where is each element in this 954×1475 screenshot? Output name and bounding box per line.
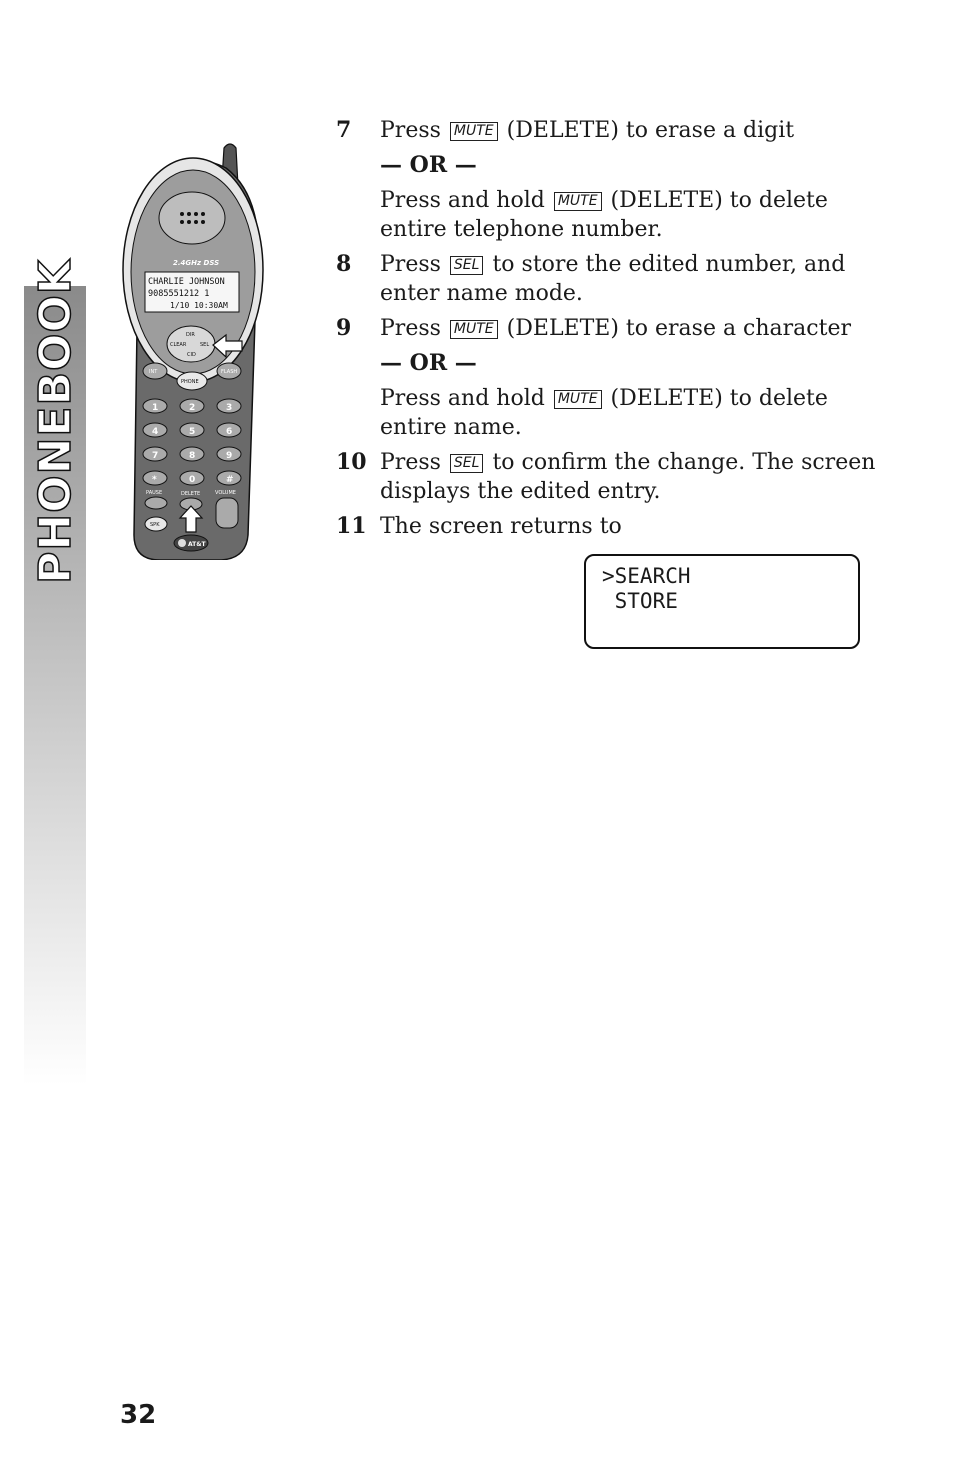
step-number: 10	[336, 449, 367, 475]
step-text: to store the edited number, and enter name mode.	[380, 252, 846, 306]
display-line-2: 9085551212 1	[148, 289, 210, 299]
display-line-3: 1/10 10:30AM	[170, 301, 228, 310]
instruction-steps	[336, 116, 876, 541]
key-flash: FLASH	[221, 369, 238, 375]
section-title: PHONEBOOK	[29, 258, 81, 584]
digit-key-label: 2	[189, 403, 196, 413]
label-delete: DELETE	[181, 491, 201, 497]
digit-key-label: 8	[189, 451, 196, 461]
step-text: (DELETE) to delete entire name.	[380, 386, 828, 440]
step-number: 7	[336, 117, 352, 143]
digit-key-label: 1	[152, 403, 159, 413]
page-number: 32	[120, 1400, 157, 1430]
screen-line-1: >SEARCH	[602, 564, 691, 588]
step-text: Press	[380, 118, 441, 143]
logo: AT&T	[188, 541, 206, 548]
key-phone: PHONE	[181, 379, 199, 385]
att-logo-icon	[178, 539, 186, 547]
step-number: 9	[336, 315, 352, 341]
step-text: Press	[380, 252, 441, 277]
step-7	[336, 116, 876, 244]
step-text: Press and hold	[380, 188, 545, 213]
step-11	[336, 512, 876, 541]
step-9	[336, 314, 876, 442]
digit-key-label: #	[226, 475, 234, 485]
screen-line-2: STORE	[602, 589, 678, 613]
key-int: INT	[149, 369, 158, 375]
mute-key-icon: MUTE	[450, 320, 498, 339]
sel-key-icon: SEL	[450, 256, 484, 275]
sel-key-icon: SEL	[450, 454, 484, 473]
or-separator: — OR —	[380, 350, 477, 376]
step-text: to confirm the change. The screen displays the edited entry.	[380, 450, 876, 504]
digit-key-label: *	[152, 475, 157, 485]
mute-key-icon: MUTE	[554, 390, 602, 409]
key-sel: SEL	[200, 342, 210, 348]
mute-key-icon: MUTE	[554, 192, 602, 211]
brand-band-label: 2.4GHz DSS	[173, 259, 220, 267]
step-number: 11	[336, 513, 367, 539]
digit-key-label: 7	[152, 451, 159, 461]
step-text: (DELETE) to erase a character	[506, 316, 851, 341]
step-text: Press	[380, 450, 441, 475]
digit-key-label: 5	[189, 427, 196, 437]
step-8	[336, 250, 876, 308]
key-cid: CID	[187, 352, 196, 358]
lcd-screen-display	[584, 554, 860, 649]
step-10	[336, 448, 876, 506]
digit-key-label: 9	[226, 451, 233, 461]
key-spk: SPK	[150, 522, 160, 528]
mute-key-icon: MUTE	[450, 122, 498, 141]
digit-key-label: 0	[189, 475, 196, 485]
step-text: The screen returns to	[380, 514, 622, 539]
step-number: 8	[336, 251, 352, 277]
digit-key-label: 4	[152, 427, 159, 437]
label-pause: PAUSE	[146, 490, 163, 496]
key-dir: DIR	[186, 332, 195, 338]
step-text: (DELETE) to erase a digit	[506, 118, 795, 143]
display-line-1: CHARLIE JOHNSON	[148, 277, 225, 287]
step-text: Press and hold	[380, 386, 545, 411]
digit-key-label: 6	[226, 427, 233, 437]
or-separator: — OR —	[380, 152, 477, 178]
side-tab-label	[24, 258, 86, 584]
handset-illustration	[118, 140, 268, 560]
label-volume: VOLUME	[215, 490, 236, 496]
digit-key-label: 3	[226, 403, 233, 413]
step-text: (DELETE) to delete entire telephone number.	[380, 188, 828, 242]
key-clear: CLEAR	[170, 342, 187, 348]
step-text: Press	[380, 316, 441, 341]
